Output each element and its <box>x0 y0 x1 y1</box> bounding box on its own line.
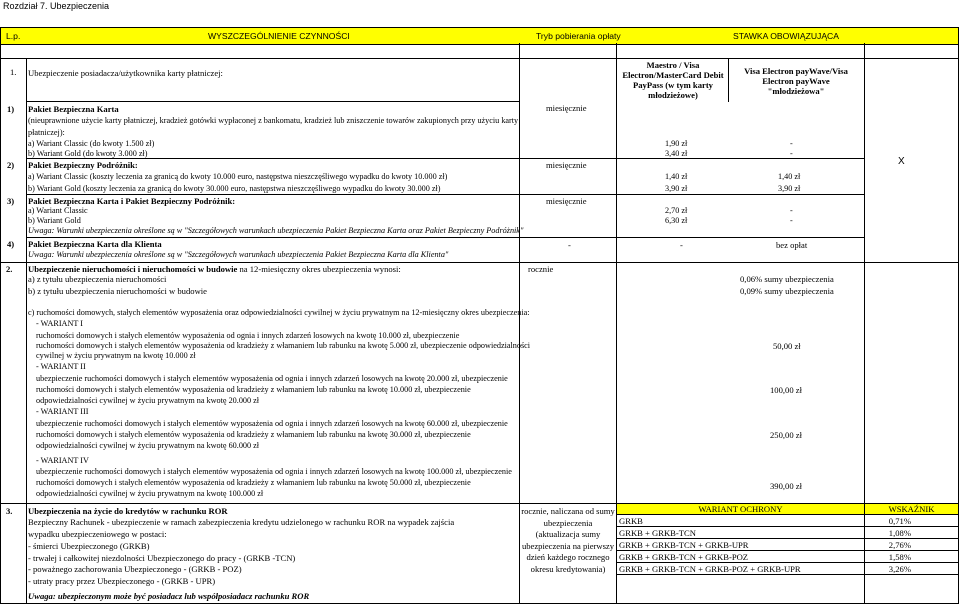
variant-1-line: ruchomości domowych i stałych elementów wyposażenia od ognia i innych zdarzeń losowych na kwotę 10.000 zł, ubezpieczenie <box>36 331 460 340</box>
grid-line <box>26 194 864 195</box>
grid-line <box>616 538 958 539</box>
item-1-number: 1) <box>7 104 15 114</box>
card-column-header-2: Visa Electron payWave/Visa Electron payWave "młodzieżowa" <box>744 66 848 96</box>
grid-line <box>616 526 958 527</box>
protection-variant-rate: 0,71% <box>888 516 911 526</box>
section-3-line: - utraty pracy przez Ubezpieczonego - (GRKB - UPR) <box>28 576 216 586</box>
section-1-title: Ubezpieczenie posiadacza/użytkownika karty płatniczej: <box>28 68 223 78</box>
variant-1-line: ruchomości domowych i stałych elementów wyposażenia od kradzieży z włamaniem lub rabunku na kwotę 5.000 zł, ubezpieczenie odpowiedzialności <box>36 341 531 350</box>
item-3-gold-price-2: - <box>790 216 793 225</box>
variant-3-line: odpowiedzialności cywilnej w życiu prywatnym na kwotę 60.000 zł <box>36 441 260 450</box>
section-3-number: 3. <box>6 506 13 516</box>
rate-header: WSKAŹNIK <box>888 504 935 514</box>
grid-line <box>0 27 1 604</box>
variant-4-line: ruchomości domowych i stałych elementów wyposażenia od kradzieży z włamaniem lub rabunku na kwotę 50.000 zł, ubezpieczenie <box>36 478 471 487</box>
item-3-number: 3) <box>7 196 15 206</box>
section-2-item-c: c) ruchomości domowych, stałych elementów wyposażenia oraz odpowiedzialności cywilnej w życiu prywatnym na 12-miesięczny okres ubezpieczenia: <box>28 308 530 317</box>
document-title: Rozdział 7. Ubezpieczenia <box>3 1 110 11</box>
protection-variant-name: GRKB + GRKB-TCN <box>619 528 696 538</box>
variant-2-line: odpowiedzialności cywilnej w życiu prywatnym na kwotę 20.000 zł <box>36 396 260 405</box>
item-2-fee-mode: miesięcznie <box>546 160 587 170</box>
protection-variant-rate: 2,76% <box>888 540 911 550</box>
section-2-item-b: b) z tytułu ubezpieczenia nieruchomości w budowie <box>28 286 207 296</box>
section-3-line: - trwałej i całkowitej niezdolności Ubezpieczonego do pracy - (GRKB -TCN) <box>28 553 296 563</box>
variant-2-line: ubezpieczenie ruchomości domowych i stałych elementów wyposażenia od ognia i innych zdarzeń losowych na kwotę 20.000 zł, ubezpieczenie <box>36 374 508 383</box>
variant-4-line: ubezpieczenie ruchomości domowych i stałych elementów wyposażenia od ognia i innych zdarzeń losowych na kwotę 100.000 zł, ubezpieczenie <box>36 467 512 476</box>
header-lp: L.p. <box>6 31 21 41</box>
item-3-note: Uwaga: Warunki ubezpieczenia określone są w "Szczegółowych warunkach ubezpieczenia Pakiet Bezpieczna Karta oraz Pakiet Bezpieczny Podróżnik" <box>28 226 524 235</box>
card-column-header-1: Maestro / Visa Electron/MasterCard Debit PayPass (w tym karty młodzieżowe) <box>622 60 724 100</box>
section-3-note: Uwaga: ubezpieczonym może być posiadacz lub współposiadacz rachunku ROR <box>28 591 310 601</box>
item-4-title: Pakiet Bezpieczna Karta dla Klienta <box>28 239 162 249</box>
grid-line <box>26 101 519 102</box>
section-3-line: - śmierci Ubezpieczonego (GRKB) <box>28 541 150 551</box>
protection-variant-rate: 3,26% <box>888 564 911 574</box>
item-1-classic-price: 1,90 zł <box>665 139 688 148</box>
protection-variant-header: WARIANT OCHRONY <box>698 504 783 514</box>
section-3-line: - poważnego zachorowania Ubezpieczonego - (GRKB - POZ) <box>28 564 242 574</box>
item-3-classic-price: 2,70 zł <box>665 206 688 215</box>
section-3-line: wypadku ubezpieczeniowego w postaci: <box>28 529 167 539</box>
protection-variant-rate: 1,08% <box>888 528 911 538</box>
variant-2-line: ruchomości domowych i stałych elementów wyposażenia od kradzieży z włamaniem lub rabunku na kwotę 10.000 zł, ubezpieczenie <box>36 385 471 394</box>
item-2-gold-price: 3,90 zł <box>665 184 688 193</box>
item-2-variant-classic: a) Wariant Classic (koszty leczenia za granicą do kwoty 10.000 euro, następstwa nieszczęśliwego wypadku do kwoty 10.000 zł) <box>28 172 448 181</box>
item-2-classic-price: 1,40 zł <box>665 172 688 181</box>
protection-variant-rate: 1,58% <box>888 552 911 562</box>
item-4-price-1: - <box>680 240 683 250</box>
item-1-variant-classic: a) Wariant Classic (do kwoty 1.500 zł) <box>28 139 155 148</box>
grid-line <box>616 550 958 551</box>
item-1-fee-mode: miesięcznie <box>546 103 587 113</box>
variant-1-line: cywilnej w życiu prywatnym na kwotę 10.000 zł <box>36 351 196 360</box>
header-description: WYSZCZEGÓLNIENIE CZYNNOŚCI <box>208 31 350 41</box>
item-2-variant-gold: b) Wariant Gold (koszty leczenia za granicą do kwoty 30.000 euro, następstwa nieszczęśliwego wypadku do kwoty 30.000 zł) <box>28 184 441 193</box>
protection-variant-name: GRKB <box>619 516 643 526</box>
variant-3-price: 250,00 zł <box>770 430 802 440</box>
section-2-item-a-rate: 0,06% sumy ubezpieczenia <box>740 274 834 284</box>
section-2-fee-mode: rocznie <box>528 264 554 274</box>
section-3-line: Bezpieczny Rachunek - ubezpieczenie w ramach zabezpieczenia kredytu udzielonego w rachunku ROR na wypadek zajścia <box>28 517 455 527</box>
item-1-gold-price: 3,40 zł <box>665 149 688 158</box>
grid-line <box>864 43 865 604</box>
grid-line <box>616 574 958 575</box>
item-1-classic-price-2: - <box>790 139 793 148</box>
item-4-fee-mode: - <box>568 240 571 250</box>
not-applicable-mark: X <box>898 156 905 167</box>
item-1-gold-price-2: - <box>790 149 793 158</box>
item-1-variant-gold: b) Wariant Gold (do kwoty 3.000 zł) <box>28 149 148 158</box>
section-2-item-b-rate: 0,09% sumy ubezpieczenia <box>740 286 834 296</box>
item-3-variant-classic: a) Wariant Classic <box>28 206 88 215</box>
section-2-item-a: a) z tytułu ubezpieczenia nieruchomości <box>28 274 167 284</box>
header-rate: STAWKA OBOWIĄZUJĄCA <box>733 31 839 41</box>
item-4-number: 4) <box>7 239 15 249</box>
item-4-price-2: bez opłat <box>776 240 808 250</box>
item-3-fee-mode: miesięcznie <box>546 196 587 206</box>
grid-line <box>0 262 959 263</box>
grid-line <box>616 562 958 563</box>
grid-line <box>26 58 27 604</box>
variant-2-price: 100,00 zł <box>770 385 802 395</box>
grid-line <box>616 43 617 604</box>
protection-variant-name: GRKB + GRKB-TCN + GRKB-POZ + GRKB-UPR <box>619 564 801 574</box>
item-3-gold-price: 6,30 zł <box>665 216 688 225</box>
grid-line <box>0 58 959 59</box>
variant-4-line: odpowiedzialności cywilnej w życiu prywatnym na kwotę 100.000 zł <box>36 489 264 498</box>
section-2-number: 2. <box>6 264 13 274</box>
section-3-title: Ubezpieczenia na życie do kredytów w rachunku ROR <box>28 506 228 516</box>
grid-line <box>26 158 864 159</box>
header-fee-mode: Tryb pobierania opłaty <box>536 31 621 41</box>
grid-line <box>616 514 958 515</box>
item-2-number: 2) <box>7 160 15 170</box>
section-2-heading: Ubezpieczenie nieruchomości i nieruchomości w budowie na 12-miesięczny okres ubezpieczenia wynosi: <box>28 264 401 274</box>
variant-3-line: ruchomości domowych i stałych elementów wyposażenia od kradzieży z włamaniem lub rabunku na kwotę 30.000 zł, ubezpieczenie <box>36 430 471 439</box>
item-3-classic-price-2: - <box>790 206 793 215</box>
variant-3-line: ubezpieczenie ruchomości domowych i stałych elementów wyposażenia od ognia i innych zdarzeń losowych na kwotę 60.000 zł, ubezpieczenie <box>36 419 508 428</box>
variant-1-name: - WARIANT I <box>36 319 83 328</box>
variant-4-price: 390,00 zł <box>770 481 802 491</box>
grid-line <box>728 58 729 102</box>
item-1-title: Pakiet Bezpieczna Karta <box>28 104 119 114</box>
grid-line <box>26 237 864 238</box>
section-1-number: 1. <box>10 67 17 77</box>
variant-4-name: - WARIANT IV <box>36 456 89 465</box>
protection-variant-name: GRKB + GRKB-TCN + GRKB-POZ <box>619 552 749 562</box>
item-2-title: Pakiet Bezpieczny Podróżnik: <box>28 160 138 170</box>
item-3-title: Pakiet Bezpieczna Karta i Pakiet Bezpieczny Podróżnik: <box>28 196 236 206</box>
item-3-variant-gold: b) Wariant Gold <box>28 216 81 225</box>
item-4-note: Uwaga: Warunki ubezpieczenia określone są w "Szczegółowych warunkach ubezpieczenia Pakiet Bezpieczna Karta dla Klienta" <box>28 250 449 259</box>
item-1-description-cont: płatniczej): <box>28 128 65 137</box>
variant-1-price: 50,00 zł <box>773 341 801 351</box>
item-1-description: (nieuprawnione użycie karty płatniczej, kradzież gotówki wypłaconej z bankomatu, kradzież lub zniszczenie towarów zakupionych przy użyciu karty <box>28 116 519 125</box>
table-header <box>0 27 959 45</box>
variant-3-name: - WARIANT III <box>36 407 89 416</box>
protection-variant-name: GRKB + GRKB-TCN + GRKB-UPR <box>619 540 749 550</box>
variant-2-name: - WARIANT II <box>36 362 86 371</box>
item-2-classic-price-2: 1,40 zł <box>778 172 801 181</box>
item-2-gold-price-2: 3,90 zł <box>778 184 801 193</box>
section-3-fee-mode: rocznie, naliczana od sumy ubezpieczenia (aktualizacja sumy ubezpieczenia na pierwszy dzień każdego rocznego okresu kredytowania) <box>521 506 615 574</box>
